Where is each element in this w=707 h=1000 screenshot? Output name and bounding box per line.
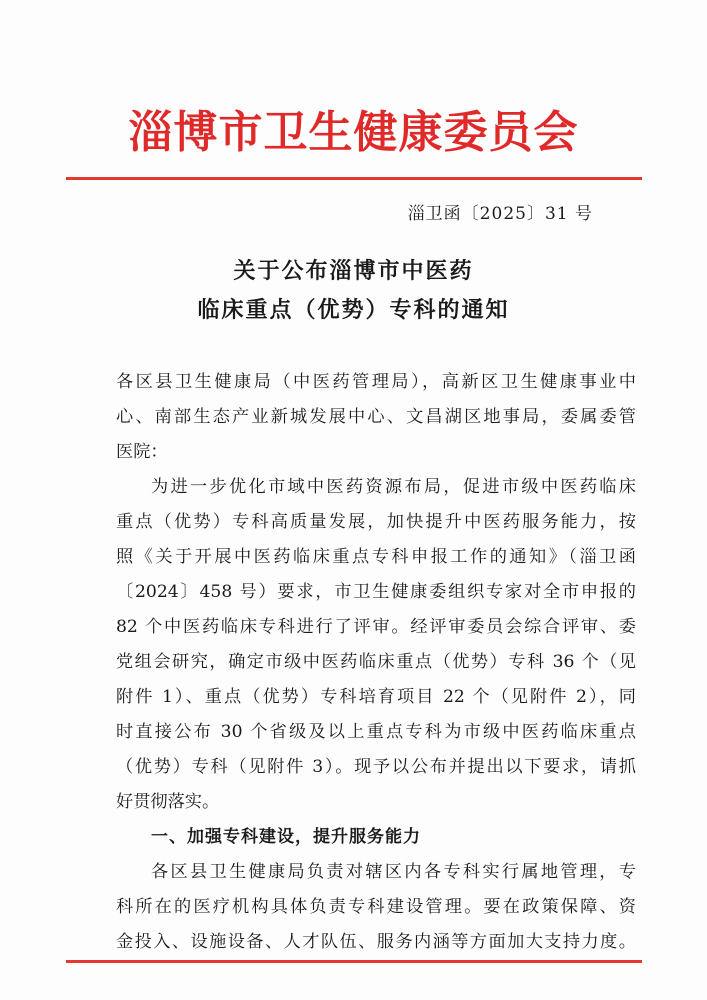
paragraph-line: 〔2024〕458 号）要求，市卫生健康委组织专家对全市申报的 — [116, 582, 636, 602]
paragraph-line: 时直接公布 30 个省级及以上重点专科为市级中医药临床重点 — [116, 722, 636, 742]
paragraph-line: 附件 1）、重点（优势）专科培育项目 22 个（见附件 2），同 — [116, 687, 636, 707]
notice-title-line2: 临床重点（优势）专科的通知 — [197, 298, 510, 323]
section-heading: 一、加强专科建设，提升服务能力 — [151, 827, 421, 847]
addressee-line: 各区县卫生健康局（中医药管理局），高新区卫生健康事业中 — [116, 372, 636, 392]
paragraph-line: 党组会研究，确定市级中医药临床重点（优势）专科 36 个（见 — [116, 652, 636, 672]
red-separator-bottom — [66, 960, 642, 963]
paragraph-line: 为进一步优化市域中医药资源布局，促进市级中医药临床 — [151, 477, 636, 497]
paragraph-line: 照《关于开展中医药临床重点专科申报工作的通知》（淄卫函 — [116, 547, 636, 567]
paragraph-line: 重点（优势）专科高质量发展，加快提升中医药服务能力，按 — [116, 512, 636, 532]
notice-title-line1: 关于公布淄博市中医药 — [233, 259, 474, 284]
red-separator-top — [66, 177, 642, 180]
addressee-line: 心、南部生态产业新城发展中心、文昌湖区地事局，委属委管 — [116, 407, 636, 427]
paragraph-line: 82 个中医药临床专科进行了评审。经评审委员会综合评审、委 — [116, 617, 636, 637]
organization-header: 淄博市卫生健康委员会 — [128, 107, 579, 158]
section-line: 金投入、设施设备、人才队伍、服务内涵等方面加大支持力度。 — [116, 932, 636, 952]
paragraph-line: （优势）专科（见附件 3）。现予以公布并提出以下要求，请抓 — [116, 757, 636, 777]
section-line: 各区县卫生健康局负责对辖区内各专科实行属地管理，专 — [151, 862, 636, 882]
paragraph-line: 好贯彻落实。 — [116, 792, 220, 812]
section-line: 科所在的医疗机构具体负责专科建设管理。要在政策保障、资 — [116, 897, 636, 917]
addressee-line: 医院： — [116, 442, 168, 462]
document-number: 淄卫函〔2025〕31 号 — [407, 204, 593, 224]
